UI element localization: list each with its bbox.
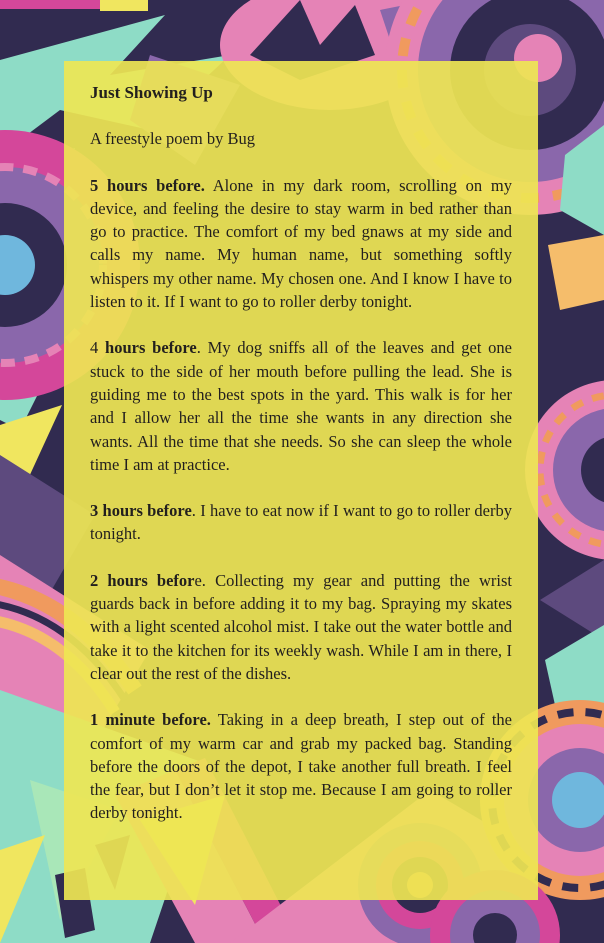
poem-paragraph: 3 hours before. I have to eat now if I want to go to roller derby tonight. [90,501,512,544]
poem-body [90,174,512,825]
poem-paragraph: 1 minute before. Taking in a deep breath, I step out of the comfort of my warm car and grab my packed bag. Standing before the doors of the depot, I take another full breath. I feel the fear, but I don’t let it stop me. Because I am going to roller derby tonight. [90,710,512,823]
poem-card [64,61,538,900]
poem-byline: A freestyle poem by Bug [90,129,255,149]
poem-paragraph: 4 hours before. My dog sniffs all of the leaves and get one stuck to the side of her mouth before pulling the lead. She is guiding me to the best spots in the yard. This walk is for her and I allow her all the time she wants in any direction she wants. All the time that she needs. So she can sleep the whole time I am at practice. [90,338,513,474]
poem-title: Just Showing Up [90,83,213,102]
poem-paragraph: 2 hours before. Collecting my gear and putting the wrist guards back in before adding it to my bag. Spraying my skates with a light scented alcohol mist. I take out the water bottle and take it to the kitchen for its weekly wash. While I am in there, I clear out the rest of the dishes. [90,570,512,683]
poem-paragraph: 5 hours before. Alone in my dark room, scrolling on my device, and feeling the desire to stay warm in bed rather than go to practice. The comfort of my bed gnaws at my side and calls my name. My human name, but something softly whispers my other name. My chosen one. And I know I have to listen to it. If I want to go to roller derby tonight. [90,175,512,312]
